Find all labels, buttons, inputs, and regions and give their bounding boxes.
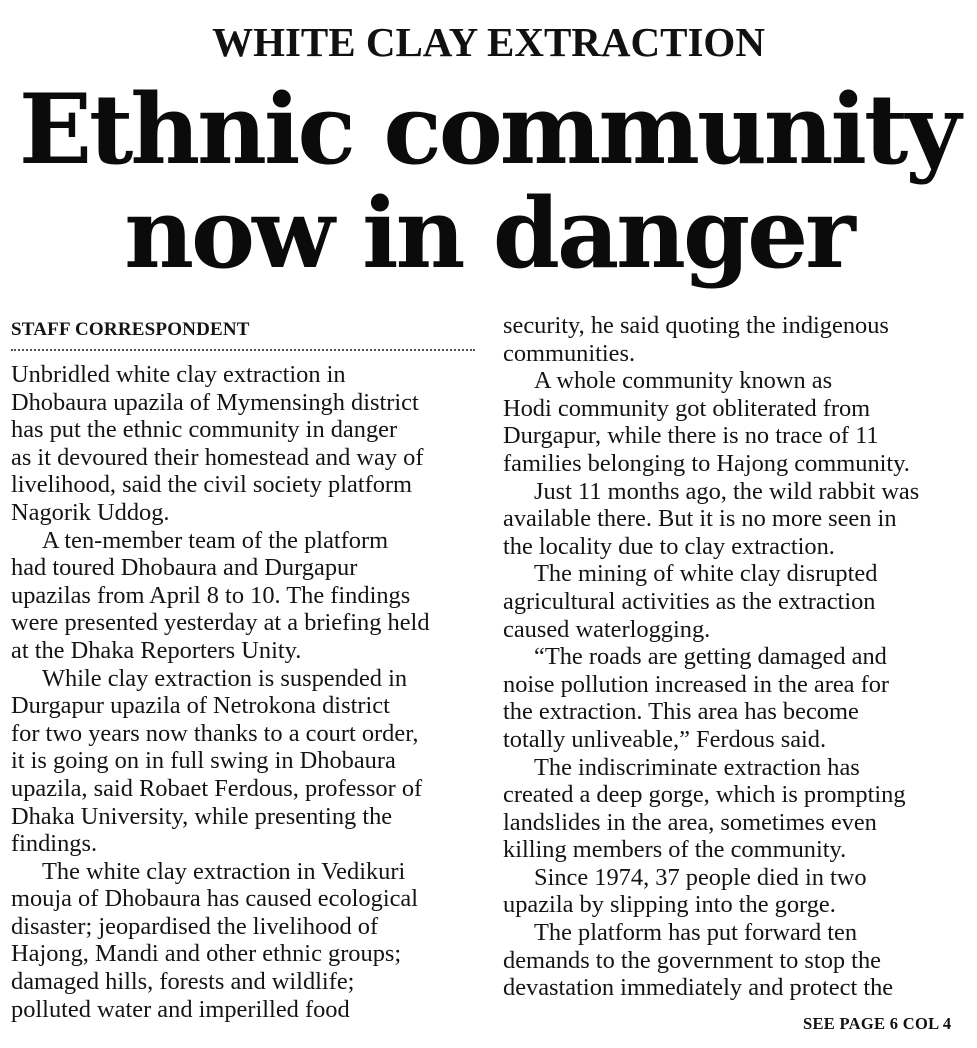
- body-text-line: While clay extraction is suspended in: [42, 664, 408, 692]
- body-text-line: were presented yesterday at a briefing held: [11, 609, 430, 637]
- body-text-line: created a deep gorge, which is prompting: [503, 781, 906, 809]
- body-text-line: communities.: [503, 339, 636, 367]
- body-text-line: had toured Dhobaura and Durgapur: [11, 554, 358, 582]
- body-text-line: Since 1974, 37 people died in two: [534, 863, 867, 891]
- body-text-line: landslides in the area, sometimes even: [503, 808, 877, 836]
- left-column-text: [11, 361, 479, 1023]
- body-text-line: the extraction. This area has become: [503, 698, 859, 726]
- body-text-line: mouja of Dhobaura has caused ecological: [11, 885, 419, 913]
- byline: STAFF CORRESPONDENT: [11, 319, 250, 340]
- body-text-line: The white clay extraction in Vedikuri: [42, 857, 406, 885]
- body-text-line: damaged hills, forests and wildlife;: [11, 968, 355, 996]
- body-text-line: A ten-member team of the platform: [42, 526, 389, 554]
- headline-line-2: now in danger: [124, 177, 853, 290]
- continuation-jump-line: SEE PAGE 6 COL 4: [803, 1014, 952, 1033]
- body-text-line: caused waterlogging.: [503, 615, 711, 643]
- body-text-line: available there. But it is no more seen in: [503, 505, 897, 533]
- body-text-line: security, he said quoting the indigenous: [503, 312, 889, 339]
- body-text-line: Hodi community got obliterated from: [503, 394, 871, 422]
- body-text-line: totally unliveable,” Ferdous said.: [503, 725, 827, 753]
- body-text-line: Just 11 months ago, the wild rabbit was: [534, 477, 920, 505]
- body-text-line: Hajong, Mandi and other ethnic groups;: [11, 940, 402, 968]
- body-text-line: Durgapur, while there is no trace of 11: [503, 422, 879, 450]
- headline: [0, 73, 977, 290]
- kicker-label: WHITE CLAY EXTRACTION: [212, 19, 765, 65]
- body-text-line: Dhobaura upazila of Mymensingh district: [11, 388, 419, 416]
- body-text-line: Dhaka University, while presenting the: [11, 802, 393, 830]
- article-column-right: [503, 312, 965, 1002]
- body-text-line: upazila, said Robaet Ferdous, professor of: [11, 774, 423, 802]
- body-text-line: has put the ethnic community in danger: [11, 416, 398, 444]
- right-column-text: [503, 312, 965, 1002]
- article-column-left: [11, 312, 479, 1023]
- body-text-line: Durgapur upazila of Netrokona district: [11, 692, 390, 720]
- body-text-line: The indiscriminate extraction has: [534, 753, 860, 781]
- body-text-line: the locality due to clay extraction.: [503, 532, 835, 560]
- body-text-line: The mining of white clay disrupted: [534, 560, 878, 588]
- body-text-line: findings.: [11, 830, 98, 858]
- body-text-line: “The roads are getting damaged and: [534, 643, 887, 671]
- body-text-line: polluted water and imperilled food: [11, 995, 350, 1023]
- body-text-line: disaster; jeopardised the livelihood of: [11, 912, 379, 940]
- body-text-line: at the Dhaka Reporters Unity.: [11, 636, 302, 664]
- body-text-line: for two years now thanks to a court order,: [11, 719, 419, 747]
- byline-divider: [11, 349, 475, 351]
- body-text-line: Unbridled white clay extraction in: [11, 361, 346, 388]
- body-text-line: devastation immediately and protect the: [503, 974, 894, 1002]
- body-text-line: Nagorik Uddog.: [11, 498, 170, 526]
- headline-line-1: Ethnic community: [18, 73, 959, 186]
- body-text-line: upazilas from April 8 to 10. The findings: [11, 581, 411, 609]
- body-text-line: as it devoured their homestead and way of: [11, 443, 424, 471]
- body-text-line: The platform has put forward ten: [534, 919, 858, 947]
- body-text-line: demands to the government to stop the: [503, 946, 881, 974]
- body-text-line: upazila by slipping into the gorge.: [503, 891, 836, 919]
- body-text-line: A whole community known as: [534, 367, 833, 395]
- body-text-line: families belonging to Hajong community.: [503, 449, 910, 477]
- body-text-line: it is going on in full swing in Dhobaura: [11, 747, 396, 775]
- body-text-line: killing members of the community.: [503, 836, 847, 864]
- body-text-line: livelihood, said the civil society platform: [11, 471, 413, 499]
- body-text-line: agricultural activities as the extraction: [503, 587, 876, 615]
- body-text-line: noise pollution increased in the area for: [503, 670, 890, 698]
